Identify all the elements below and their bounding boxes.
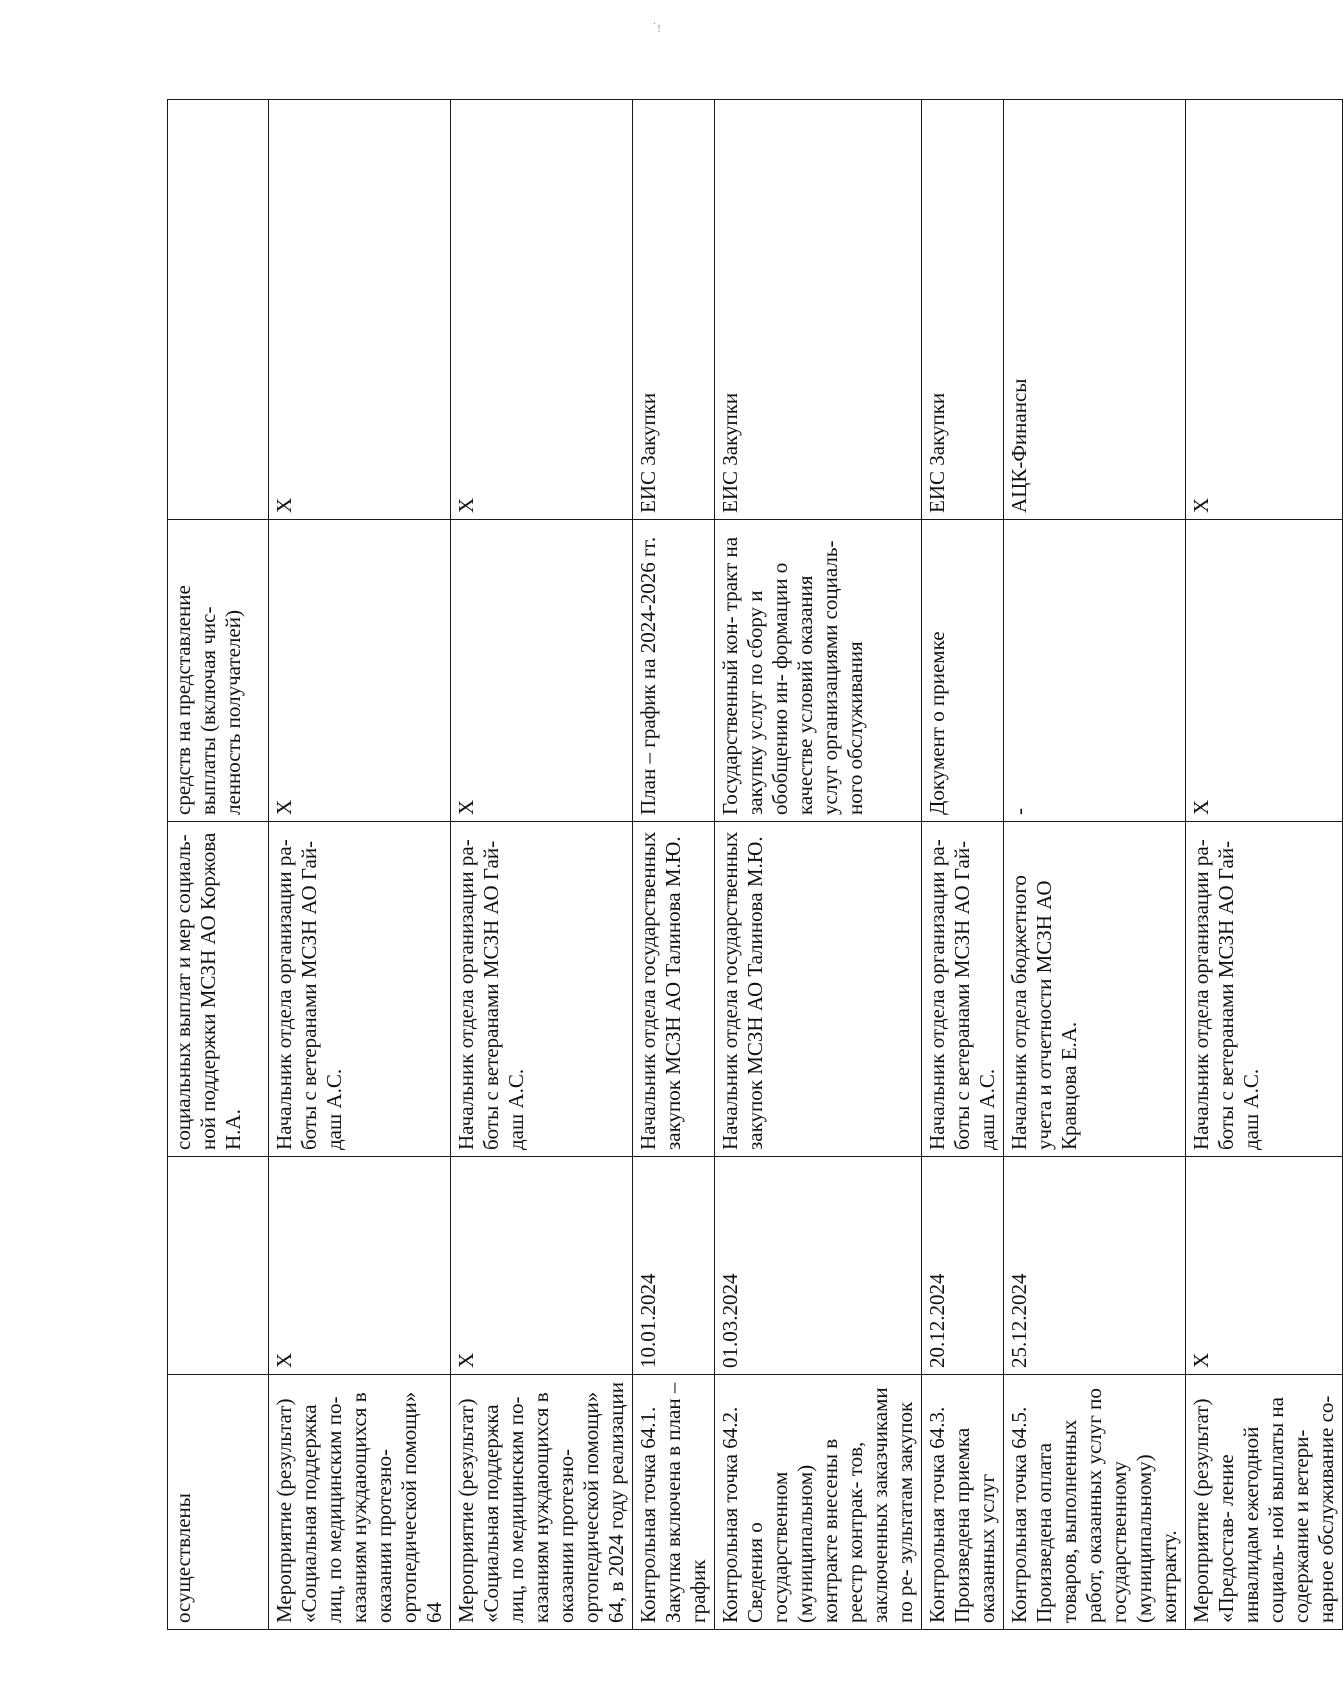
responsible-cell: Начальник отдела государственных закупок МСЗН АО Талинова М.Ю.	[633, 822, 715, 1157]
date-cell: Х	[451, 1157, 633, 1375]
table-row	[1004, 100, 1186, 1630]
responsible-cell: Начальник отдела бюджетного учета и отчетности МСЗН АО Кравцова Е.А.	[1004, 822, 1186, 1157]
table-row	[1186, 100, 1343, 1630]
document-cell: Государственный кон- тракт на закупку услуг по сбору и обобщению ин- формации о качестве условий оказания услуг организациями социаль- ного обслуживания	[715, 520, 922, 822]
document-cell: Х	[1186, 520, 1343, 822]
document-cell: План – график на 2024-2026 гг.	[633, 520, 715, 822]
table-row	[269, 100, 451, 1630]
info-system-cell	[168, 100, 269, 520]
info-system-cell: АЦК-Финансы	[1004, 100, 1186, 520]
scan-mark: .	[653, 13, 656, 27]
responsible-cell: Начальник отдела организации ра- боты с ветеранами МСЗН АО Гай- даш А.С.	[269, 822, 451, 1157]
table-row	[715, 100, 922, 1630]
event-name-cell: Контрольная точка 64.3. Произведена приемка оказанных услуг	[922, 1375, 1004, 1630]
document-cell: Документ о приемке	[922, 520, 1004, 822]
event-name-cell: Контрольная точка 64.1. Закупка включена в план – график	[633, 1375, 715, 1630]
date-cell: 10.01.2024	[633, 1157, 715, 1375]
event-name-cell: Мероприятие (результат) «Социальная поддержка лиц, по медицинским по- казаниям нуждающихся в оказании протезно-ортопедической помощи» 64	[269, 1375, 451, 1630]
responsible-cell: Начальник отдела организации ра- боты с ветеранами МСЗН АО Гай- даш А.С.	[922, 822, 1004, 1157]
event-name-cell: Контрольная точка 64.2. Сведения о государственном (муниципальном) контракте внесены в реестр контрак- тов, заключенных заказчиками по ре- зультатам закупок	[715, 1375, 922, 1630]
document-cell: средств на представление выплаты (включая чис- ленность получателей)	[168, 520, 269, 822]
events-table	[167, 99, 1343, 1630]
date-cell: 20.12.2024	[922, 1157, 1004, 1375]
event-name-cell: Контрольная точка 64.5. Произведена оплата товаров, выполненных работ, оказанных услуг по государственному (муниципальному) контракту.	[1004, 1375, 1186, 1630]
date-cell: Х	[1186, 1157, 1343, 1375]
scan-mark: !	[657, 21, 661, 35]
table-row	[922, 100, 1004, 1630]
info-system-cell: ЕИС Закупки	[922, 100, 1004, 520]
table-row	[633, 100, 715, 1630]
document-cell: Х	[451, 520, 633, 822]
responsible-cell: Начальник отдела государственных закупок МСЗН АО Талинова М.Ю.	[715, 822, 922, 1157]
event-name-cell: Мероприятие (результат) «Социальная поддержка лиц, по медицинским по- казаниям нуждающихся в оказании протезно-ортопедической помощи» 64, в 2024 году реализации	[451, 1375, 633, 1630]
info-system-cell: Х	[451, 100, 633, 520]
info-system-cell: Х	[1186, 100, 1343, 520]
date-cell: Х	[269, 1157, 451, 1375]
date-cell: 25.12.2024	[1004, 1157, 1186, 1375]
document-cell: Х	[269, 520, 451, 822]
info-system-cell: ЕИС Закупки	[633, 100, 715, 520]
responsible-cell: Начальник отдела организации ра- боты с ветеранами МСЗН АО Гай- даш А.С.	[451, 822, 633, 1157]
date-cell: 01.03.2024	[715, 1157, 922, 1375]
event-name-cell: осуществлены	[168, 1375, 269, 1630]
table-row	[451, 100, 633, 1630]
responsible-cell: Начальник отдела организации ра- боты с ветеранами МСЗН АО Гай- даш А.С.	[1186, 822, 1343, 1157]
responsible-cell: социальных выплат и мер социаль- ной поддержки МСЗН АО Коржова Н.А.	[168, 822, 269, 1157]
document-cell: -	[1004, 520, 1186, 822]
rotated-table-page	[167, 100, 1338, 1630]
date-cell	[168, 1157, 269, 1375]
info-system-cell: Х	[269, 100, 451, 520]
table-row	[168, 100, 269, 1630]
event-name-cell: Мероприятие (результат) «Предостав- ление инвалидам ежегодной социаль- ной выплаты на содержание и ветери- нарное обслуживание со-	[1186, 1375, 1343, 1630]
info-system-cell: ЕИС Закупки	[715, 100, 922, 520]
